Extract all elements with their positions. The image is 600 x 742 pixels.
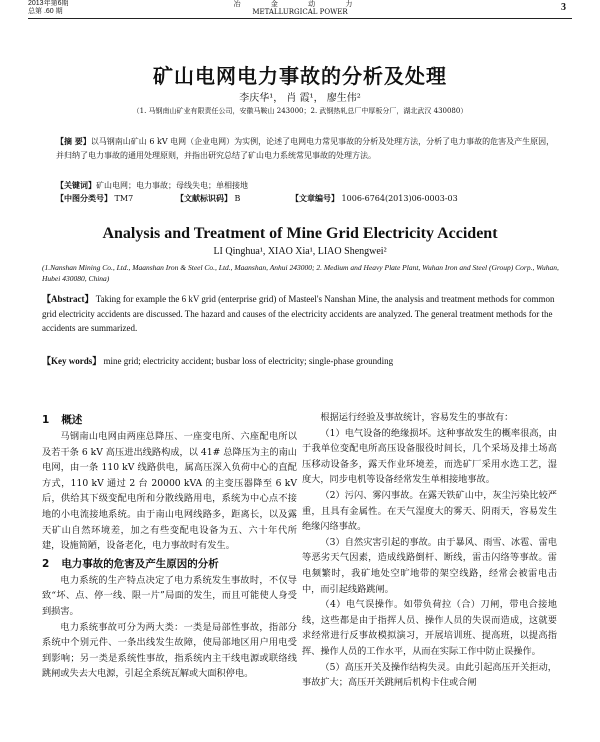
article-no-label: 【文章编号】	[291, 193, 339, 203]
article-title-cn: 矿山电网电力事故的分析及处理	[153, 64, 447, 88]
paragraph: 马钢南山电网由两座总降压、一座变电所、六座配电所以及若干条 6 kV 高压进出线路构成，以 41# 总降压为主的南山电网，由一条 110 kV 线路供电，属高压深入负荷中心的直配方式，110 kV 通过 2 台 20000 kVA 的主变压器降至 6 kV 后，供给其下级变配电所和分散线路用电，系统为中心点不接地的小电流接地系统。由于南山电网线路多，距离长，以及露天矿山自然环境差，加之有些变配电设备为五、六十年代所建，设施简陋，设备老化，电力事故时有发生。	[42, 431, 297, 552]
clc-value: TM7	[114, 194, 134, 203]
clc-label: 【中图分类号】	[56, 193, 112, 203]
list-item: （1）电气设备的绝缘损坏。这种事故发生的概率很高，由于我单位变配电所高压设备服役时间长，几个采场及排土场高压移动设备多，露天作业环境差，而选矿厂采用水选工艺，湿度大，同步电机等设备经常发生单相接地事故。	[302, 427, 557, 486]
journal-name: 冶 金 动 力 METALLURGICAL POWER	[233, 0, 367, 16]
affiliation-en: (1.Nanshan Mining Co., Ltd., Maanshan Iron & Steel Co., Ltd., Maanshan, Anhui 243000; 2. Medium and Heavy Plate Plant, Wuhan Iron and Steel (Group) Corp., Wuhan, Hubei 430080, China)	[42, 263, 559, 283]
doc-code-label: 【文献标识码】	[176, 193, 232, 203]
classification-line	[56, 193, 556, 205]
list-item: （2）污闪、雾闪事故。在露天铁矿山中，灰尘污染比较严重，且具有金属性。在天气湿度大的雾天、阴雨天，容易发生绝缘闪络事故。	[302, 489, 557, 533]
paragraph: 电力系统的生产特点决定了电力系统发生事故时，不仅导致“坏、点、停一线、限一片”局面的发生，而且可能使人身受到损害。	[42, 574, 297, 617]
authors-en: LI Qinghua¹, XIAO Xia¹, LIAO Shengwei²	[213, 246, 387, 257]
body-column-left	[42, 410, 297, 682]
keywords-en-label: 【Key words】	[42, 356, 102, 366]
abstract-en-text: Taking for example the 6 kV grid (enterprise grid) of Masteel's Nanshan Mine, the analysis and treatment methods for common grid electricity accidents are discussed. The hazard and causes of the electricity accidents are analyzed. The general treatment methods for the accidents are summarized.	[42, 294, 555, 333]
abstract-cn-text: 以马钢南山矿山 6 kV 电网（企业电网）为实例，论述了电网电力常见事故的分析及处理方法，分析了电力事故的危害及产生原因，并归纳了电力事故的通用处理原则，并指出研究总结了矿山电力系统常见事故的处理方法。	[56, 137, 555, 160]
doc-code-value: B	[234, 194, 241, 203]
abstract-cn	[56, 134, 556, 163]
abstract-en	[42, 292, 562, 336]
header-divider	[28, 18, 572, 19]
article-no-value: 1006-6764(2013)06-0003-03	[341, 194, 458, 203]
body-column-right	[302, 410, 557, 691]
paragraph: 根据运行经验及事故统计，容易发生的事故有：	[320, 412, 514, 423]
abstract-cn-label: 【摘 要】	[56, 136, 91, 146]
section-1-heading: 1 概述	[42, 414, 83, 426]
keywords-cn-text: 矿山电网；电力事故；母线失电；单相接地	[96, 181, 248, 190]
abstract-en-label: 【Abstract】	[42, 294, 94, 304]
section-2-heading: 2 电力事故的危害及产生原因的分析	[42, 557, 219, 570]
list-item: （4）电气误操作。如带负荷拉（合）刀闸，带电合接地线，这些都是由于指挥人员、操作人员的失误而造成，这就要求经常进行反事故模拟演习，开展培训班、提高班，以提高指挥、操作人员的工作水平，从而在实际工作中防止误操作。	[302, 599, 557, 657]
affiliation-cn: （1. 马钢南山矿业有限责任公司，安徽马鞍山 243000；2. 武钢热轧总厂中厚板分厂，湖北武汉 430080）	[132, 107, 468, 115]
page-number: 3	[561, 2, 566, 13]
issue-info: 2013年第6期 总第 .60 期	[28, 0, 69, 15]
running-header	[0, 0, 600, 20]
paragraph: 电力系统事故可分为两大类：一类是局部性事故，指部分系统中个别元件、一条出线发生故障，使局部地区用户用电受到影响；另一类是系统性事故，指系统内主干线电源或联络线跳闸或失去大电源，引起全系统瓦解或大面积停电。	[42, 621, 297, 680]
keywords-en	[42, 354, 562, 369]
keywords-en-text: mine grid; electricity accident; busbar loss of electricity; single-phase grounding	[103, 356, 394, 366]
authors-cn: 李庆华¹， 肖 霞¹， 廖生伟²	[239, 93, 361, 104]
list-item: （3）自然灾害引起的事故。由于暴风、雨雪、冰雹、雷电等恶劣天气因素，造成线路倒杆、断线，雷击闪络等事故。雷电频繁时，我矿地处空旷地带的架空线路，经常会被雷电击中，而引起线路跳闸。	[302, 536, 557, 595]
article-title-en: Analysis and Treatment of Mine Grid Electricity Accident	[102, 225, 498, 242]
keywords-cn	[56, 178, 556, 193]
keywords-cn-label: 【关键词】	[56, 180, 96, 190]
list-item: （5）高压开关及操作结构失灵。由此引起高压开关拒动，事故扩大；高压开关跳闸后机构卡住或合闸	[302, 661, 557, 689]
